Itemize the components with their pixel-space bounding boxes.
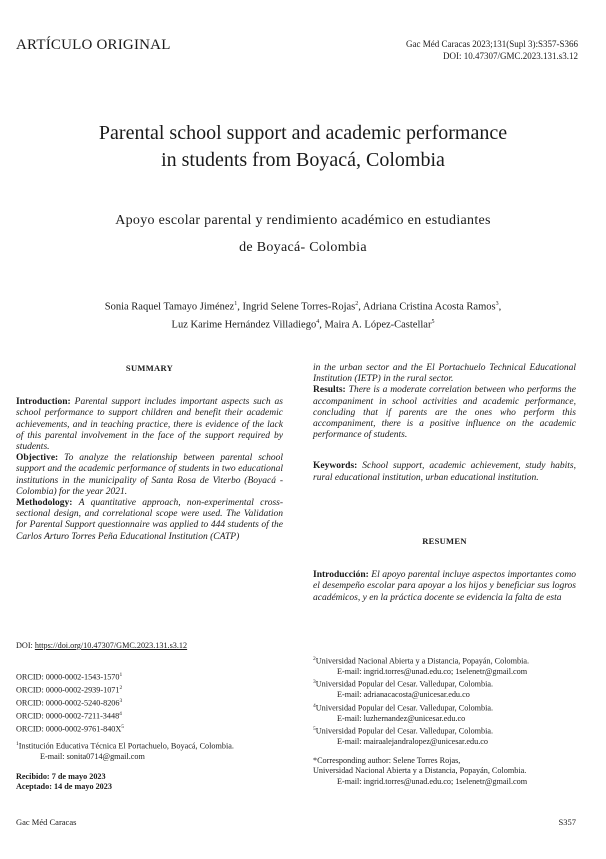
orcid-list <box>16 670 283 735</box>
keywords-label: Keywords: <box>313 461 358 472</box>
journal-doi-line: DOI: 10.47307/GMC.2023.131.s3.12 <box>442 51 578 61</box>
intro-text: Parental support includes important aspects such as school performance to support children and benefit their academic achievements, and in teaching practice, there is evidence of the lack of this parental involvement in the face of the support required by students. <box>16 397 284 453</box>
journal-citation <box>406 38 578 62</box>
doi-block <box>16 641 283 651</box>
objective-label: Objective: <box>16 453 59 464</box>
introduccion-text: El apoyo parental incluye aspectos importantes como el desempeño escolar para apoyar a los hijos y beneficiar sus logros académicos, y en la práctica docente se evidencia la falta de esta <box>313 570 576 603</box>
keywords-text: School support, academic achievement, study habits, rural educational institution, urban educational institution. <box>313 461 576 483</box>
affiliation-email: E-mail: luzhernandez@unicesar.edu.co <box>337 713 466 723</box>
author-list: Sonia Raquel Tamayo Jiménez$^1$, Ingrid Selene Torres-Rojas$^2$, Adriana Cristina Acosta Ramos$^3$, Luz Karime Hernández Villadiego$^4$, Maira A. López-Castellar$^5$ <box>104 301 502 330</box>
accepted-date: Aceptado: 14 de mayo 2023 <box>16 782 112 792</box>
results-text: There is a moderate correlation between who performs the accompaniment in school activities and academic performance, concluding that if parents are the ones who perform this accompaniment, there is a positive influence on the academic performance of students. <box>313 385 577 441</box>
methodology-label: Methodology: <box>16 498 73 509</box>
resumen-introduccion <box>313 570 576 604</box>
corresponding-author <box>313 756 583 787</box>
doi-label: DOI: <box>16 641 33 650</box>
author-sup: 5 <box>431 318 435 325</box>
results-label: Results: <box>313 385 346 396</box>
orcid-item: ORCID: 0000-0002-5240-8206$^3$ <box>16 698 123 708</box>
affiliation-1: $^1$Institución Educativa Técnica El Portachuelo, Boyacá, Colombia. E-mail: sonita0714@gmail.com <box>16 739 296 762</box>
summary-keywords <box>313 461 576 483</box>
introduccion-label: Introducción: <box>313 570 369 581</box>
affiliation-email: E-mail: mairaalejandralopez@unicesar.edu.co <box>337 737 488 747</box>
affiliation-email: E-mail: adrianacacosta@unicesar.edu.co <box>337 690 470 700</box>
article-title-line2: in students from Boyacá, Colombia <box>161 149 445 171</box>
article-subtitle-line1: Apoyo escolar parental y rendimiento académico en estudiantes <box>115 213 491 228</box>
author-sup: 3 <box>495 301 499 307</box>
author-name: Sonia Raquel Tamayo Jiménez <box>104 301 235 313</box>
summary-results <box>313 385 576 441</box>
affiliation-email: E-mail: sonita0714@gmail.com <box>40 752 145 762</box>
methodology-continued: in the urban sector and the El Portachuelo Technical Educational Institution (IETP) in the rural sector. <box>313 363 576 385</box>
resumen-heading: RESUMEN <box>422 536 467 546</box>
affiliation-5: $^5$Universidad Popular del Cesar. Valledupar, Colombia. <box>313 725 494 736</box>
orcid-item: ORCID: 0000-0002-2939-1071$^2$ <box>16 685 123 695</box>
intro-label: Introduction: <box>16 397 71 408</box>
corresponding-line1: *Corresponding author: Selene Torres Rojas, <box>313 756 461 765</box>
journal-citation-line: Gac Méd Caracas 2023;131(Supl 3):S357-S366 <box>406 39 578 49</box>
summary-introduction <box>16 397 283 453</box>
article-title-line1: Parental school support and academic performance <box>98 122 508 144</box>
affiliation-4: $^4$Universidad Popular del Cesar. Valledupar, Colombia. <box>313 702 494 713</box>
page-number: S357 <box>558 817 576 827</box>
affiliation-2: $^2$Universidad Nacional Abierta y a Distancia, Popayán, Colombia. <box>313 656 530 666</box>
author-sup: 2 <box>355 301 359 307</box>
affiliation-3: $^3$Universidad Popular del Cesar. Valledupar, Colombia. <box>313 679 494 690</box>
author-name: Luz Karime Hernández Villadiego <box>171 319 317 330</box>
article-subtitle-line2: de Boyacá- Colombia <box>239 240 367 255</box>
corresponding-line2: Universidad Nacional Abierta y a Distancia, Popayán, Colombia. <box>313 766 527 776</box>
summary-methodology <box>16 498 283 543</box>
author-name: Ingrid Selene Torres-Rojas <box>242 301 356 313</box>
author-name: Adriana Cristina Acosta Ramos <box>362 301 496 313</box>
received-date: Recibido: 7 de mayo 2023 <box>16 772 106 781</box>
orcid-item: ORCID: $0000-0002-9761-840X^5$ <box>16 724 125 734</box>
corresponding-email: E-mail: ingrid.torres@unad.edu.co; 1selenetr@gmail.com <box>337 776 528 786</box>
summary-objective <box>16 453 283 498</box>
section-label: ARTÍCULO ORIGINAL <box>16 37 171 53</box>
article-title <box>0 120 606 174</box>
author-sup: 1 <box>234 301 238 307</box>
summary-heading: SUMMARY <box>125 363 174 373</box>
dates-block <box>16 772 283 793</box>
footer-journal: Gac Méd Caracas <box>16 817 77 827</box>
methodology-text: A quantitative approach, non-experimental cross-sectional design, and correlational scope were used. The Validation for Parental Support questionnaire was applied to 444 students of the Carlos Arturo Torres Peña Educational Institution (CATP) <box>16 498 284 542</box>
resumen-section <box>313 536 576 604</box>
affiliations-list <box>313 654 583 747</box>
article-subtitle <box>0 207 606 261</box>
orcid-item: ORCID: 0000-0002-1543-1570$^1$ <box>16 672 123 682</box>
author-name: Maira A. López-Castellar <box>324 319 432 330</box>
objective-text: To analyze the relationship between parental school support and the academic performance of students in two educational institutions in the municipality of Santa Rosa de Viterbo (Boyacá - Colombia) for the year 2021. <box>16 453 283 497</box>
author-sup: 4 <box>316 318 320 325</box>
summary-continued <box>313 363 576 484</box>
affiliation-email: E-mail: ingrid.torres@unad.edu.co; 1selenetr@gmail.com <box>337 667 528 677</box>
summary-section <box>16 363 283 543</box>
orcid-item: ORCID: 0000-0002-7211-3448$^4$ <box>16 711 122 721</box>
doi-link[interactable]: https://doi.org/10.47307/GMC.2023.131.s3.12 <box>34 641 188 650</box>
